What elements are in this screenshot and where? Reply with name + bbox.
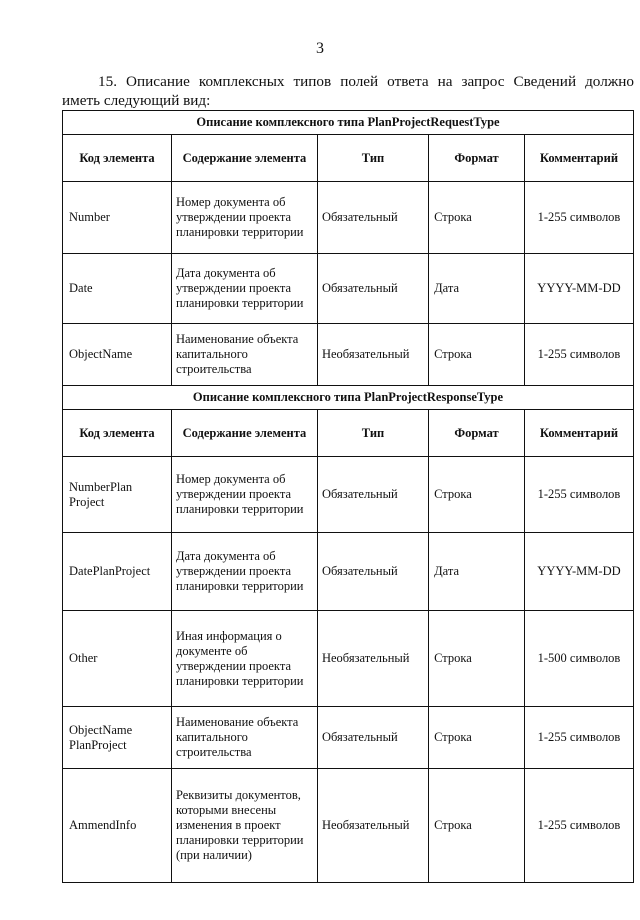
cell-comment: 1-255 символов	[524, 182, 633, 254]
cell-comment: YYYY-MM-DD	[524, 254, 633, 324]
column-header: Код элемента	[63, 135, 172, 182]
section-title: Описание комплексного типа PlanProjectRequestType	[63, 111, 634, 135]
cell-content: Наименование объекта капитального строительства	[171, 324, 317, 386]
cell-format: Строка	[429, 707, 525, 769]
cell-comment: YYYY-MM-DD	[524, 533, 633, 611]
cell-comment: 1-255 символов	[524, 707, 633, 769]
cell-code: ObjectName PlanProject	[63, 707, 172, 769]
section-title-row	[63, 111, 634, 135]
cell-type: Обязательный	[317, 457, 428, 533]
cell-content: Дата документа об утверждении проекта планировки территории	[171, 254, 317, 324]
cell-code: DatePlanProject	[63, 533, 172, 611]
table-row	[63, 611, 634, 707]
cell-code: Date	[63, 254, 172, 324]
column-header: Содержание элемента	[171, 135, 317, 182]
cell-content: Наименование объекта капитального строительства	[171, 707, 317, 769]
section-title: Описание комплексного типа PlanProjectResponseType	[63, 386, 634, 410]
column-header-row	[63, 410, 634, 457]
table-row	[63, 457, 634, 533]
complex-types-table	[62, 110, 634, 883]
section-title-row	[63, 386, 634, 410]
column-header: Тип	[317, 410, 428, 457]
cell-type: Необязательный	[317, 769, 428, 883]
cell-content: Иная информация о документе об утверждении проекта планировки территории	[171, 611, 317, 707]
intro-paragraph	[62, 72, 634, 110]
cell-format: Строка	[429, 611, 525, 707]
table-row	[63, 533, 634, 611]
column-header: Формат	[429, 135, 525, 182]
cell-code: Number	[63, 182, 172, 254]
cell-format: Строка	[429, 182, 525, 254]
cell-content: Реквизиты документов, которыми внесены изменения в проект планировки территории (при наличии)	[171, 769, 317, 883]
cell-code: Other	[63, 611, 172, 707]
page-number: 3	[316, 40, 324, 57]
column-header: Формат	[429, 410, 525, 457]
cell-comment: 1-255 символов	[524, 324, 633, 386]
intro-line-1: 15. Описание комплексных типов полей ответа на запрос Сведений должно	[98, 73, 634, 90]
cell-format: Строка	[429, 324, 525, 386]
column-header: Комментарий	[524, 135, 633, 182]
cell-code: AmmendInfo	[63, 769, 172, 883]
cell-format: Дата	[429, 533, 525, 611]
column-header: Комментарий	[524, 410, 633, 457]
table-row	[63, 324, 634, 386]
cell-code: ObjectName	[63, 324, 172, 386]
table-row	[63, 769, 634, 883]
column-header: Код элемента	[63, 410, 172, 457]
table-row	[63, 254, 634, 324]
cell-type: Обязательный	[317, 707, 428, 769]
cell-content: Дата документа об утверждении проекта планировки территории	[171, 533, 317, 611]
table-row	[63, 182, 634, 254]
cell-type: Необязательный	[317, 611, 428, 707]
cell-code: NumberPlan Project	[63, 457, 172, 533]
cell-type: Обязательный	[317, 254, 428, 324]
intro-line-2: иметь следующий вид:	[62, 92, 211, 109]
table-row	[63, 707, 634, 769]
column-header: Содержание элемента	[171, 410, 317, 457]
cell-content: Номер документа об утверждении проекта планировки территории	[171, 182, 317, 254]
column-header: Тип	[317, 135, 428, 182]
column-header-row	[63, 135, 634, 182]
cell-format: Строка	[429, 769, 525, 883]
cell-comment: 1-500 символов	[524, 611, 633, 707]
cell-comment: 1-255 символов	[524, 457, 633, 533]
cell-format: Дата	[429, 254, 525, 324]
cell-type: Обязательный	[317, 533, 428, 611]
cell-type: Обязательный	[317, 182, 428, 254]
cell-content: Номер документа об утверждении проекта планировки территории	[171, 457, 317, 533]
cell-comment: 1-255 символов	[524, 769, 633, 883]
cell-type: Необязательный	[317, 324, 428, 386]
cell-format: Строка	[429, 457, 525, 533]
